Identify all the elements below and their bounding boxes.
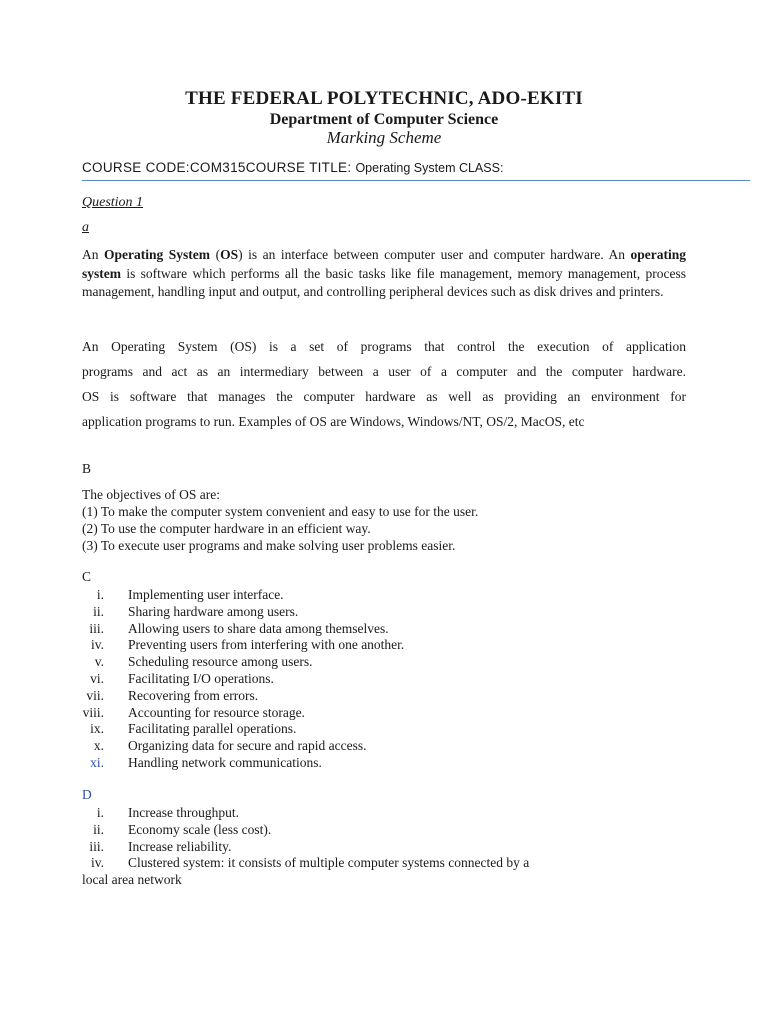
list-item: x. Organizing data for secure and rapid access. bbox=[93, 738, 367, 754]
part-c-label: C bbox=[82, 569, 92, 584]
list-item: xi. Handling network communications. bbox=[90, 754, 322, 770]
course-info-line bbox=[82, 160, 503, 175]
part-d-label: D bbox=[82, 787, 92, 802]
list-item: ii. Sharing hardware among users. bbox=[93, 603, 299, 619]
course-code-label: COURSE CODE: bbox=[82, 160, 190, 175]
list-item: v. Scheduling resource among users. bbox=[94, 654, 313, 670]
paragraph-line: OS is software that manages the computer hardware as well as providing an environment for bbox=[82, 389, 686, 404]
paragraph-line: programs and act as an intermediary between a user of a computer and the computer hardware. bbox=[82, 364, 686, 379]
list-item: ix. Facilitating parallel operations. bbox=[90, 721, 297, 737]
marking-scheme-title: Marking Scheme bbox=[326, 128, 442, 147]
list-item: vi. Facilitating I/O operations. bbox=[90, 670, 274, 686]
class-label: CLASS: bbox=[455, 161, 504, 175]
question-heading: Question 1 bbox=[82, 195, 144, 210]
institution-title: THE FEDERAL POLYTECHNIC, ADO-EKITI bbox=[185, 88, 583, 109]
list-item: iv. Clustered system: it consists of multiple computer systems connected by a bbox=[91, 855, 530, 871]
course-title: Operating System bbox=[355, 161, 456, 175]
part-b-text bbox=[82, 486, 702, 554]
part-b-line: The objectives of OS are: bbox=[82, 487, 220, 502]
part-d-list bbox=[70, 805, 710, 872]
course-title-label: COURSE TITLE: bbox=[245, 160, 356, 175]
part-a-paragraph-2 bbox=[82, 334, 686, 434]
list-item: iv. Preventing users from interfering with one another. bbox=[91, 637, 405, 653]
department-title: Department of Computer Science bbox=[269, 111, 499, 128]
paragraph-line: An Operating System (OS) is a set of programs that control the execution of application bbox=[82, 339, 686, 354]
header-rule bbox=[82, 180, 750, 181]
course-code: COM315 bbox=[189, 160, 246, 175]
part-b-line: (1) To make the computer system convenient and easy to use for the user. bbox=[82, 504, 479, 519]
part-b-label: B bbox=[82, 461, 92, 476]
list-item: i. Implementing user interface. bbox=[96, 587, 284, 602]
part-a-paragraph-1: An Operating System (OS) is an interface between computer user and computer hardware. An operating system is software which performs all the basic tasks like file management, memory management, process management, handling input and output, and controlling peripheral devices such as disk drives and printers. bbox=[82, 247, 686, 299]
part-b-line: (3) To execute user programs and make solving user problems easier. bbox=[82, 538, 456, 553]
part-a-label: a bbox=[82, 220, 89, 235]
part-b-line: (2) To use the computer hardware in an efficient way. bbox=[82, 521, 371, 536]
list-item: i. Increase throughput. bbox=[96, 805, 239, 820]
paragraph-line: application programs to run. Examples of OS are Windows, Windows/NT, OS/2, MacOS, etc bbox=[82, 414, 585, 429]
list-item: viii. Accounting for resource storage. bbox=[82, 704, 305, 720]
list-item: iii. Allowing users to share data among themselves. bbox=[89, 620, 389, 636]
list-item: iii. Increase reliability. bbox=[89, 838, 232, 854]
part-d-continuation: local area network bbox=[82, 872, 182, 887]
list-item: ii. Economy scale (less cost). bbox=[93, 821, 272, 837]
list-item: vii. Recovering from errors. bbox=[86, 687, 259, 703]
part-c-list bbox=[70, 587, 710, 772]
